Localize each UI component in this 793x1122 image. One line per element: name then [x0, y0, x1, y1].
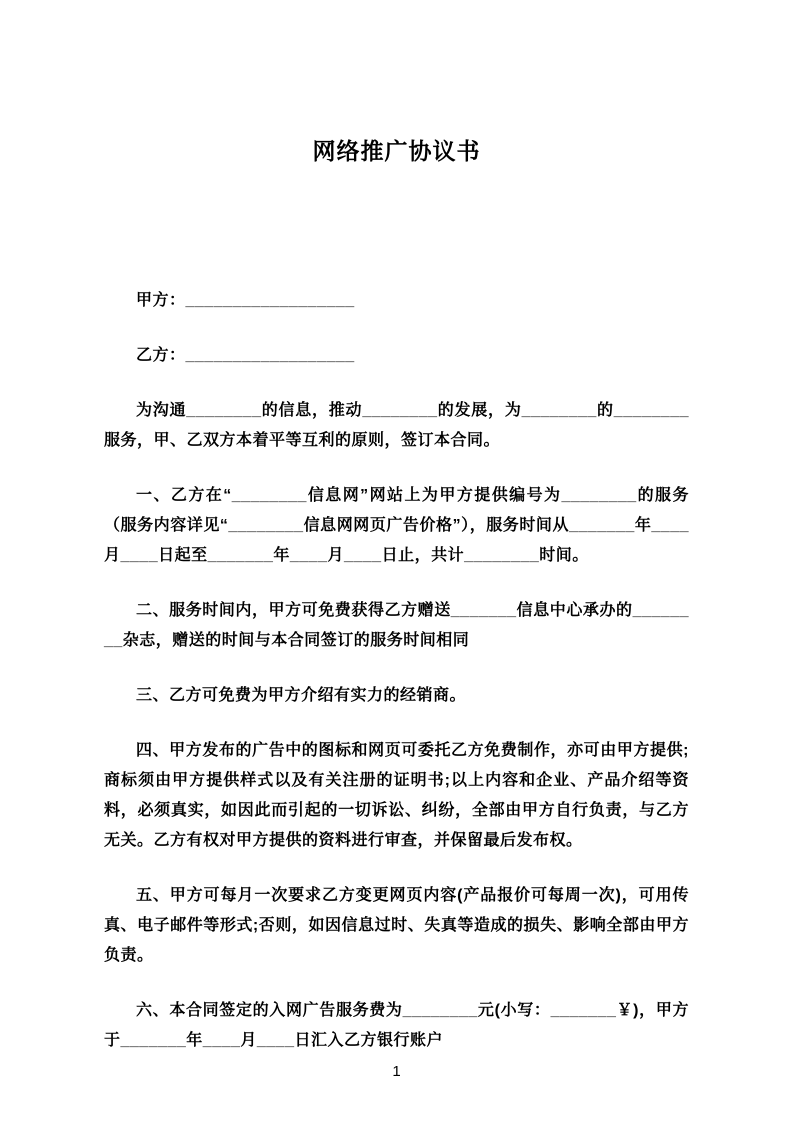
clause-1: 一、乙方在“________信息网”网站上为甲方提供编号为________的服务（服务内容详见“________信息网网页广告价格”），服务时间从_______年____月____日起至_______年____月____日止，共计________时间。 — [104, 487, 689, 564]
clause-3: 三、乙方可免费为甲方介绍有实力的经销商。 — [136, 687, 467, 704]
clause-2: 二、服务时间内，甲方可免费获得乙方赠送_______信息中心承办的________杂志，赠送的时间与本合同签订的服务时间相同 — [104, 602, 689, 649]
paragraph-intro: 为沟通________的信息，推动________的发展，为________的________服务，甲、乙双方本着平等互利的原则，签订本合同。 — [104, 402, 689, 449]
page-number: 1 — [392, 1063, 401, 1080]
clause-4: 四、甲方发布的广告中的图标和网页可委托乙方免费制作，亦可由甲方提供;商标须由甲方提供样式以及有关注册的证明书;以上内容和企业、产品介绍等资料，必须真实，如因此而引起的一切诉讼、纠纷，全部由甲方自行负责，与乙方无关。乙方有权对甲方提供的资料进行审查，并保留最后发布权。 — [104, 742, 689, 849]
clause-6: 六、本合同签定的入网广告服务费为________元(小写：_______￥)，甲方于_______年____月____日汇入乙方银行账户 — [104, 1002, 689, 1049]
document-title: 网络推广协议书 — [312, 138, 481, 164]
paragraph-party-a: 甲方：__________________ — [136, 292, 355, 309]
paragraph-party-b: 乙方：__________________ — [136, 347, 355, 364]
clause-5: 五、甲方可每月一次要求乙方变更网页内容(产品报价可每周一次)，可用传真、电子邮件等形式;否则，如因信息过时、失真等造成的损失、影响全部由甲方负责。 — [104, 887, 689, 964]
